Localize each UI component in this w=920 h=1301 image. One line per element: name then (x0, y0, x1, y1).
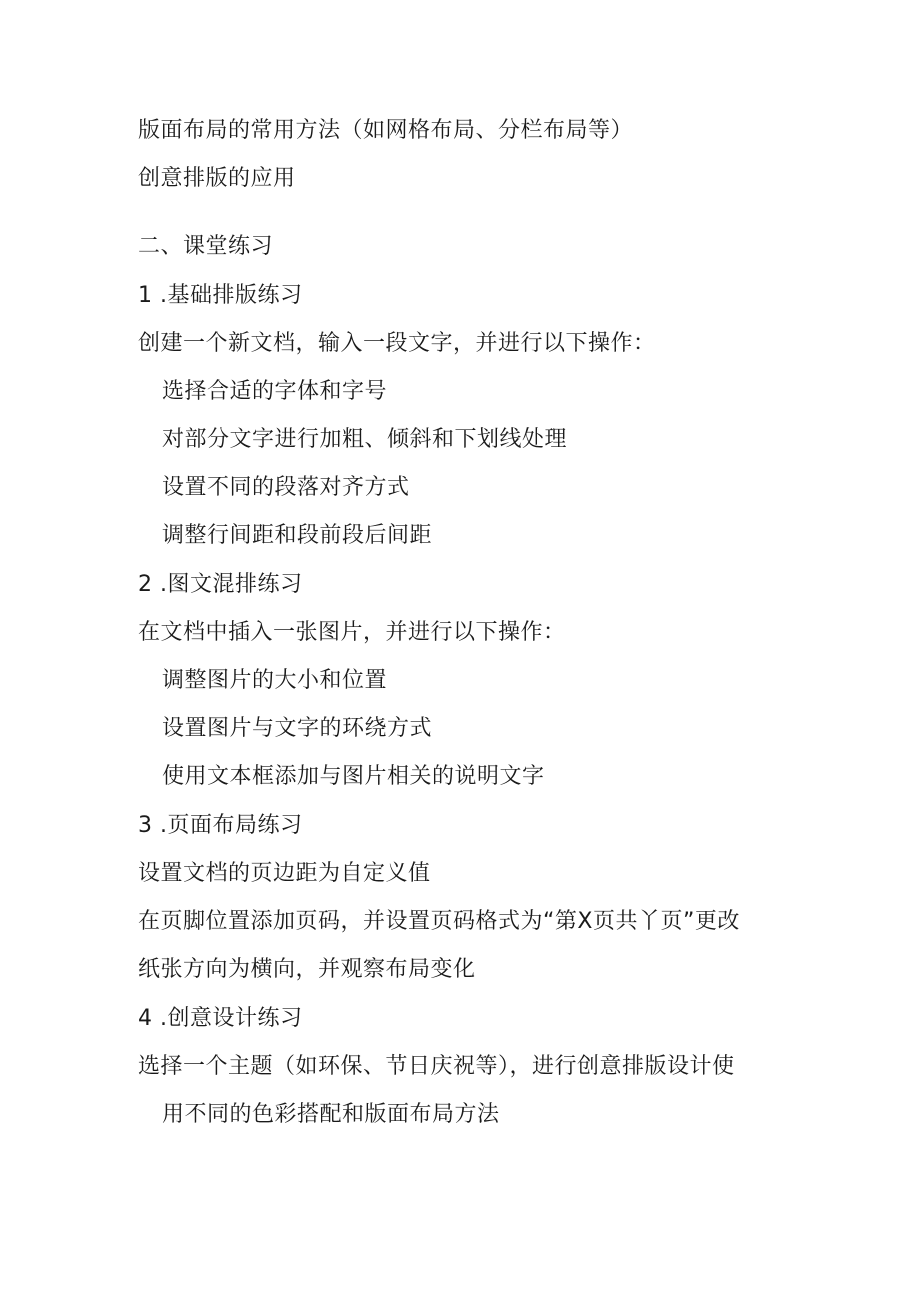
text-line: 设置文档的页边距为自定义值 (138, 861, 431, 886)
exercise-heading: 3 .页面布局练习 (138, 813, 303, 838)
text-line: 选择一个主题（如环保、节日庆祝等），进行创意排版设计使 (138, 1054, 735, 1079)
list-item: 选择合适的字体和字号 (162, 379, 388, 404)
exercise-heading: 4 .创意设计练习 (138, 1006, 303, 1031)
list-item: 设置图片与文字的环绕方式 (162, 716, 433, 741)
text-line: 在页脚位置添加页码，并设置页码格式为“第X页共丫页”更改 (138, 909, 740, 934)
text-line: 纸张方向为横向，并观察布局变化 (138, 957, 476, 982)
exercise-heading: 2 .图文混排练习 (138, 572, 303, 597)
list-item: 调整行间距和段前段后间距 (162, 523, 433, 548)
list-item: 设置不同的段落对齐方式 (162, 475, 410, 500)
text-line: 在文档中插入一张图片，并进行以下操作： (138, 620, 566, 645)
list-item: 对部分文字进行加粗、倾斜和下划线处理 (162, 427, 568, 452)
text-line: 创建一个新文档，输入一段文字，并进行以下操作： (138, 331, 656, 356)
list-item: 用不同的色彩搭配和版面布局方法 (162, 1102, 500, 1127)
list-item: 使用文本框添加与图片相关的说明文字 (162, 764, 545, 789)
text-line: 创意排版的应用 (138, 166, 296, 191)
section-heading: 二、课堂练习 (138, 234, 274, 259)
exercise-heading: 1 .基础排版练习 (138, 283, 303, 308)
list-item: 调整图片的大小和位置 (162, 668, 388, 693)
text-line: 版面布局的常用方法（如网格布局、分栏布局等） (138, 118, 634, 143)
